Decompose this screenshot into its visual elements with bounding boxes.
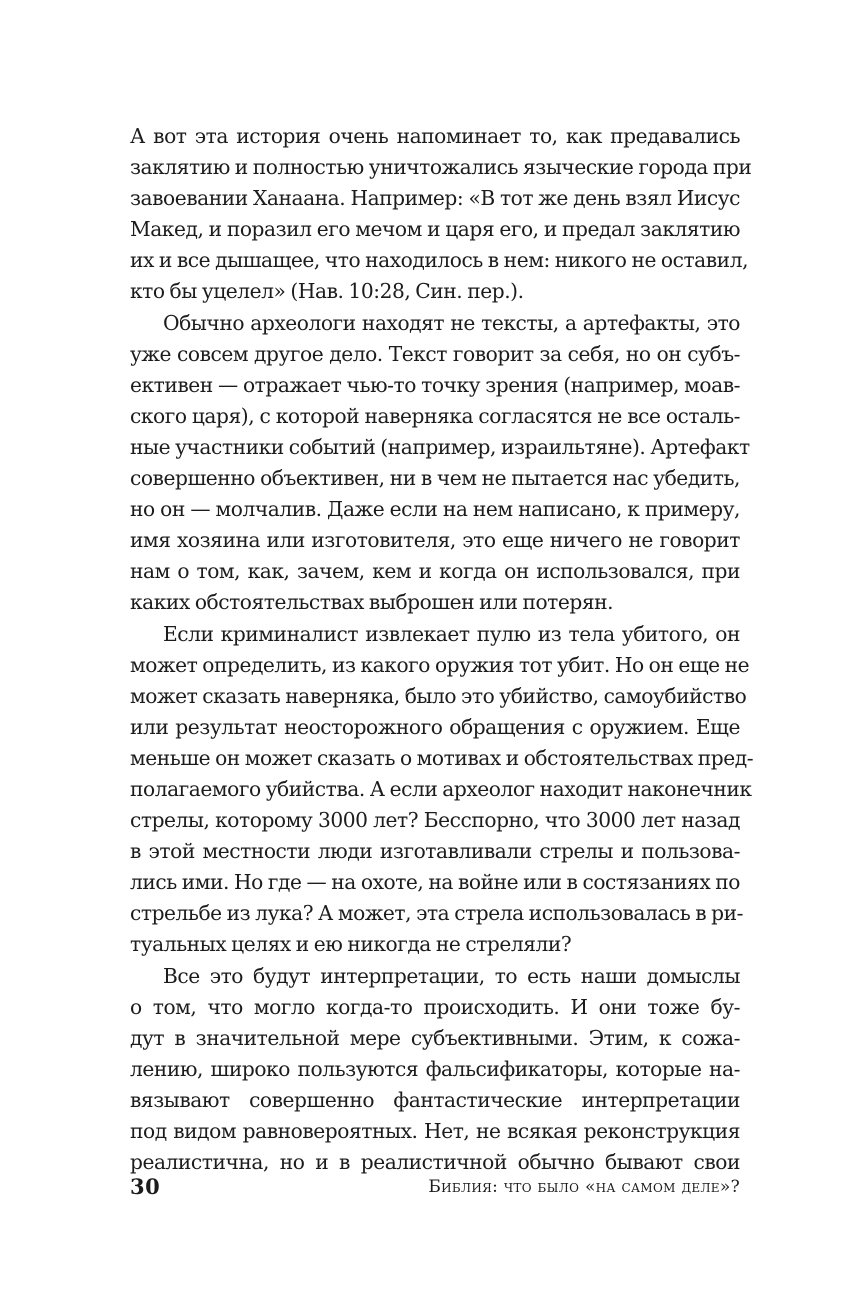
text-line: ективен — отражает чью-то точку зрения (например, моав- xyxy=(130,372,740,397)
text-line: ского царя), с которой наверняка согласятся не все осталь- xyxy=(130,403,740,428)
text-line: но он — молчалив. Даже если на нем написано, к примеру, xyxy=(130,497,740,522)
text-line: завоевании Ханаана. Например: «В тот же день взял Иисус xyxy=(130,186,740,211)
page-number: 30 xyxy=(130,1174,161,1199)
text-line: заклятию и полностью уничтожались языческие города при xyxy=(130,155,752,180)
text-line: лись ими. Но где — на охоте, на войне или в состязаниях по xyxy=(130,870,740,895)
text-line: совершенно объективен, ни в чем не пытается нас убедить, xyxy=(130,466,740,491)
text-line: имя хозяина или изготовителя, это еще ничего не говорит xyxy=(130,528,740,553)
text-line: может определить, из какого оружия тот убит. Но он еще не xyxy=(130,652,750,677)
text-line: ные участники событий (например, израильтяне). Артефакт xyxy=(130,434,750,459)
text-line: о том, что могло когда-то происходить. И они тоже бу- xyxy=(130,994,740,1019)
text-line: меньше он может сказать о мотивах и обстоятельствах пред- xyxy=(130,745,754,770)
text-line: каких обстоятельствах выброшен или потерян. xyxy=(130,590,614,615)
text-line: вязывают совершенно фантастические интерпретации xyxy=(130,1087,740,1112)
text-line: в этой местности люди изготавливали стрелы и пользова- xyxy=(130,839,740,864)
text-line: их и все дышащее, что находилось в нем: никого не оставил, xyxy=(130,248,749,273)
text-line: под видом равновероятных. Нет, не всякая реконструкция xyxy=(130,1119,740,1143)
text-line: А вот эта история очень напоминает то, как предавались xyxy=(130,124,740,148)
text-line: дут в значительной мере субъективными. Этим, к сожа- xyxy=(130,1025,740,1050)
text-line: может сказать наверняка, было это убийство, самоубийство xyxy=(130,683,747,708)
text-line: кто бы уцелел» (Нав. 10:28, Син. пер.). xyxy=(130,279,524,304)
text-line: уже совсем другое дело. Текст говорит за себя, но он субъ- xyxy=(130,341,740,366)
text-line: Обычно археологи находят не тексты, а артефакты, это xyxy=(163,310,740,335)
text-line: Макед, и поразил его мечом и царя его, и предал заклятию xyxy=(130,217,740,242)
text-line: стрельбе из лука? А может, эта стрела использовалась в ри- xyxy=(130,901,743,926)
text-line: полагаемого убийства. А если археолог находит наконечник xyxy=(130,776,752,801)
text-line: нам о том, как, зачем, кем и когда он использовался, при xyxy=(130,559,740,584)
page-footer xyxy=(130,1172,740,1202)
text-line: Все это будут интерпретации, то есть наши домыслы xyxy=(163,963,740,988)
text-line: или результат неосторожного обращения с оружием. Еще xyxy=(130,714,740,739)
text-line: Если криминалист извлекает пулю из тела убитого, он xyxy=(163,621,740,646)
text-line: туальных целях и ею никогда не стреляли? xyxy=(130,932,572,957)
running-title: Библия: что было «на самом деле»? xyxy=(428,1177,740,1197)
book-page-body xyxy=(130,121,754,1178)
text-line: стрелы, которому 3000 лет? Бесспорно, что 3000 лет назад xyxy=(130,808,740,833)
text-line: лению, широко пользуются фальсификаторы, которые на- xyxy=(130,1056,740,1081)
text-line: реалистична, но и в реалистичной обычно бывают свои xyxy=(130,1150,740,1175)
